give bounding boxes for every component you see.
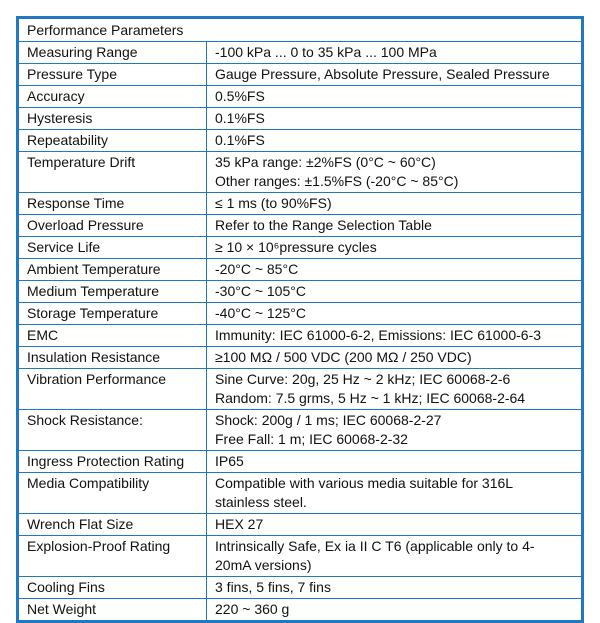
parameter-value: Sine Curve: 20g, 25 Hz ~ 2 kHz; IEC 60068-2-6 Random: 7.5 grms, 5 Hz ~ 1 kHz; IEC 60068-2-64 xyxy=(207,369,582,410)
table-row xyxy=(19,514,582,536)
table-row xyxy=(19,281,582,303)
table-title: Performance Parameters xyxy=(19,19,582,42)
parameter-value: Intrinsically Safe, Ex ia II C T6 (applicable only to 4- 20mA versions) xyxy=(207,536,582,577)
table-title-row xyxy=(19,19,582,42)
parameter-value: -30°C ~ 105°C xyxy=(207,281,582,303)
performance-parameters-table xyxy=(16,16,584,623)
parameter-value: HEX 27 xyxy=(207,514,582,536)
parameter-name: Media Compatibility xyxy=(19,473,207,514)
parameter-value: Immunity: IEC 61000-6-2, Emissions: IEC 61000-6-3 xyxy=(207,325,582,347)
table-row xyxy=(19,536,582,577)
params-table xyxy=(18,18,582,621)
table-row xyxy=(19,410,582,451)
table-row xyxy=(19,473,582,514)
parameter-value: ≤ 1 ms (to 90%FS) xyxy=(207,193,582,215)
parameter-name: Shock Resistance: xyxy=(19,410,207,451)
parameter-name: Ingress Protection Rating xyxy=(19,451,207,473)
parameter-name: Temperature Drift xyxy=(19,152,207,193)
table-row xyxy=(19,577,582,599)
table-row xyxy=(19,130,582,152)
parameter-value: 0.5%FS xyxy=(207,86,582,108)
parameter-name: Wrench Flat Size xyxy=(19,514,207,536)
parameter-value: -100 kPa ... 0 to 35 kPa ... 100 MPa xyxy=(207,42,582,64)
parameter-name: Service Life xyxy=(19,237,207,259)
parameter-name: Overload Pressure xyxy=(19,215,207,237)
parameter-name: Medium Temperature xyxy=(19,281,207,303)
parameter-name: Vibration Performance xyxy=(19,369,207,410)
table-row xyxy=(19,451,582,473)
parameter-value: Compatible with various media suitable for 316L stainless steel. xyxy=(207,473,582,514)
table-row xyxy=(19,303,582,325)
table-row xyxy=(19,325,582,347)
parameter-name: Ambient Temperature xyxy=(19,259,207,281)
table-row xyxy=(19,599,582,621)
table-row xyxy=(19,193,582,215)
parameter-name: Measuring Range xyxy=(19,42,207,64)
parameter-name: Accuracy xyxy=(19,86,207,108)
parameter-name: Insulation Resistance xyxy=(19,347,207,369)
parameter-value: 3 fins, 5 fins, 7 fins xyxy=(207,577,582,599)
parameter-value: ≥ 10 × 10⁶pressure cycles xyxy=(207,237,582,259)
table-row xyxy=(19,369,582,410)
parameter-value: Shock: 200g / 1 ms; IEC 60068-2-27 Free Fall: 1 m; IEC 60068-2-32 xyxy=(207,410,582,451)
table-row xyxy=(19,215,582,237)
parameter-value: 0.1%FS xyxy=(207,108,582,130)
parameter-name: Hysteresis xyxy=(19,108,207,130)
parameter-value: 0.1%FS xyxy=(207,130,582,152)
parameter-name: Net Weight xyxy=(19,599,207,621)
table-row xyxy=(19,237,582,259)
parameter-value: ≥100 MΩ / 500 VDC (200 MΩ / 250 VDC) xyxy=(207,347,582,369)
table-row xyxy=(19,64,582,86)
parameter-name: EMC xyxy=(19,325,207,347)
table-row xyxy=(19,152,582,193)
parameter-value: 35 kPa range: ±2%FS (0°C ~ 60°C) Other ranges: ±1.5%FS (-20°C ~ 85°C) xyxy=(207,152,582,193)
parameter-value: -40°C ~ 125°C xyxy=(207,303,582,325)
parameter-value: Refer to the Range Selection Table xyxy=(207,215,582,237)
parameter-value: IP65 xyxy=(207,451,582,473)
parameter-name: Storage Temperature xyxy=(19,303,207,325)
table-row xyxy=(19,347,582,369)
table-row xyxy=(19,108,582,130)
parameter-value: 220 ~ 360 g xyxy=(207,599,582,621)
table-row xyxy=(19,259,582,281)
table-row xyxy=(19,42,582,64)
parameter-name: Response Time xyxy=(19,193,207,215)
parameter-name: Cooling Fins xyxy=(19,577,207,599)
parameter-value: -20°C ~ 85°C xyxy=(207,259,582,281)
parameter-name: Pressure Type xyxy=(19,64,207,86)
parameter-name: Explosion-Proof Rating xyxy=(19,536,207,577)
parameter-value: Gauge Pressure, Absolute Pressure, Sealed Pressure xyxy=(207,64,582,86)
table-row xyxy=(19,86,582,108)
parameter-name: Repeatability xyxy=(19,130,207,152)
